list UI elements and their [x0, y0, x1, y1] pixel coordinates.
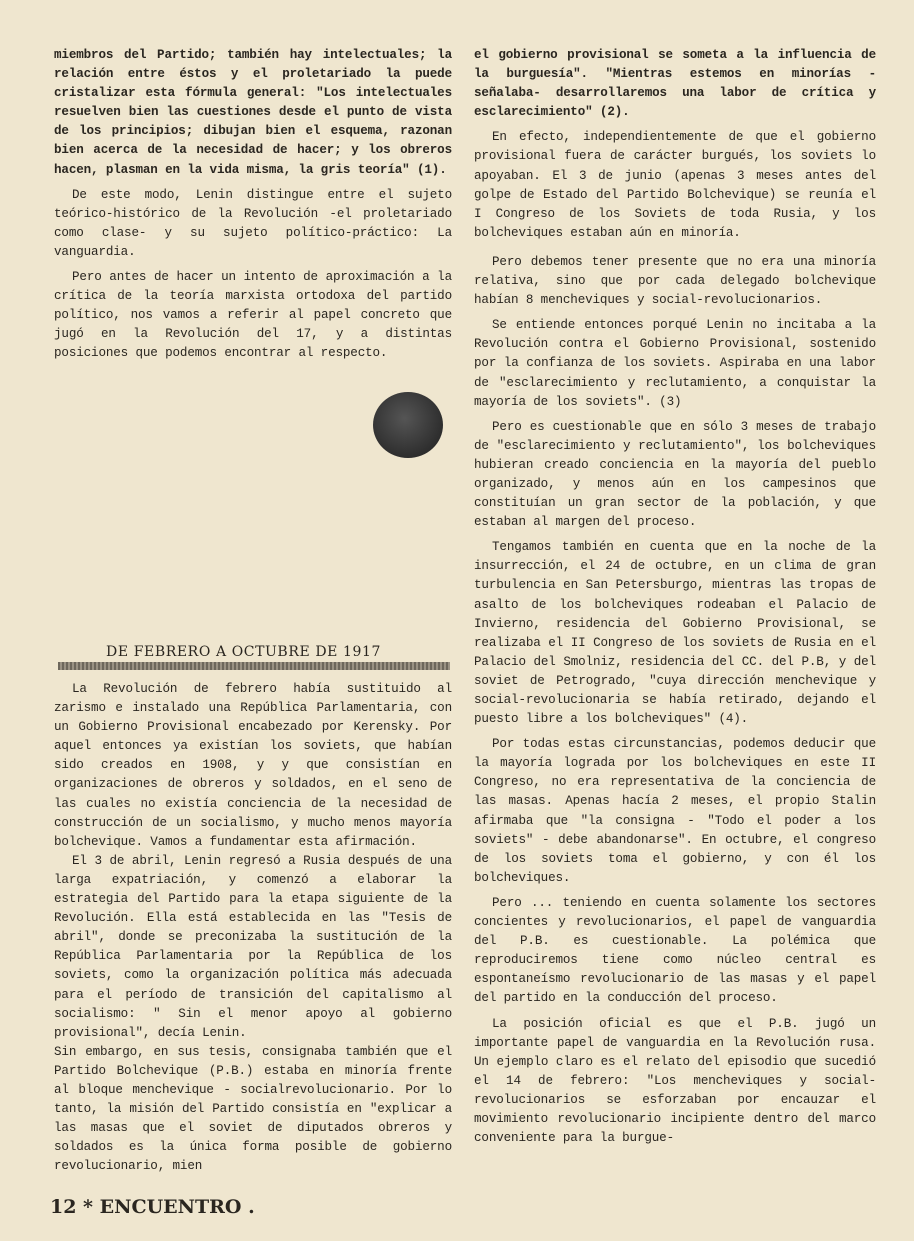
page-footer: 12 * ENCUENTRO .	[50, 1196, 255, 1218]
paragraph: Se entiende entonces porqué Lenin no incitaba a la Revolución contra el Gobierno Provisional, sostenido por la confianza de los soviets. Aspiraba en una labor de "esclarecimiento y reclutamiento, a conquistar la mayoría de los soviets". (3)	[474, 318, 876, 409]
paragraph: Por todas estas circunstancias, podemos deducir que la mayoría lograda por los bolcheviques en este II Congreso, no era representativa de la conciencia de las masas. Apenas hacía 2 meses, el propio Stalin afirmaba que "la consigna - "Todo el poder a los soviets" - debe abandonarse". En octubre, el congreso de los soviets toma el gobierno, y con él los bolcheviques.	[474, 737, 876, 885]
paragraph: La posición oficial es que el P.B. jugó un importante papel de vanguardia en la Revolución rusa. Un ejemplo claro es el relato del episodio que sucedió el 14 de febrero: "Los mencheviques y social-revolucionarios se esforzaban por encauzar el movimiento revolucionario incipiente dentro del marco conveniente para la burgue-	[474, 1016, 876, 1146]
paragraph: De este modo, Lenin distingue entre el sujeto teórico-histórico de la Revolución -el proletariado como clase- y su sujeto político-práctico: La vanguardia.	[54, 187, 452, 259]
paragraph: Pero ... teniendo en cuenta solamente los sectores concientes y revolucionarios, el papel de vanguardia del P.B. es cuestionable. La polémica que reproduciremos tiene como núcleo central es espontaneísmo revolucionario de las masas y el papel del partido en la conducción del proceso.	[474, 895, 876, 1006]
paragraph: En efecto, independientemente de que el gobierno provisional fuera de carácter burgués, los soviets lo apoyaban. El 3 de junio (apenas 3 meses antes del golpe de Estado del Partido Bolchevique) se reunía el I Congreso de los Soviets de toda Rusia, y los bolcheviques estaban aún en minoría.	[474, 130, 876, 240]
right-column	[474, 46, 876, 1154]
paragraph: El 3 de abril, Lenin regresó a Rusia después de una larga expatriación, y comenzó a elaborar la estrategia del Partido para la etapa siguiente de la Revolución. Ella está establecida en las "Tesis de abril", donde se preconizaba la sustitución de la República Parlamentaria por la República de los soviets, como la organización política más adecuada para el período de transición del capitalismo al socialismo: " Sin el menor apoyo al gobierno provisional", decía Lenin.	[54, 853, 452, 1040]
paragraph: Pero debemos tener presente que no era una minoría relativa, sino que por cada delegado bolchevique habían 8 mencheviques y social-revolucionarios.	[474, 254, 876, 308]
paragraph: Sin embargo, en sus tesis, consignaba también que el Partido Bolchevique (P.B.) estaba en minoría frente al bloque menchevique - socialrevolucionario. Por lo tanto, la misión del Partido consistía en "explicar a las masas que el soviet de diputados obreros y soldados es la única forma posible de gobierno revolucionario, mien	[54, 1044, 452, 1174]
paragraph: Tengamos también en cuenta que en la noche de la insurrección, el 24 de octubre, en un clima de gran turbulencia en San Petersburgo, mientras las tropas de asalto de los bolcheviques rodeaban el Palacio de Invierno, residencia del Gobierno Provisional, se realizaba el II Congreso de los soviets de Rusia en el Palacio del Smolniz, residencia del CC. del P.B, y del soviet de Petrogrado, "cuya dirección menchevique y social-revolucionaria se había retirado, dejando el puesto libre a los bolcheviques" (4).	[474, 540, 876, 727]
paragraph: el gobierno provisional se someta a la influencia de la burguesía". "Mientras estemos en minorías -señalaba- desarrollaremos una labor de crítica y esclarecimiento" (2).	[474, 48, 876, 120]
left-column-bottom	[54, 680, 452, 1176]
left-column-top	[54, 46, 452, 370]
section-rule	[58, 662, 450, 670]
paragraph: La Revolución de febrero había sustituido al zarismo e instalado una República Parlamentaria, con un Gobierno Provisional encabezado por Kerensky. Por aquel entonces ya existían los soviets, que habían sido creados en 1908, y y que consistían en organizaciones de obreros y soldados, en el seno de las cuales no existía conciencia de la necesidad de construcción de un socialismo, y mucho menos mayoría bolchevique. Vamos a fundamentar esta afirmación.	[54, 682, 452, 849]
paragraph: Pero es cuestionable que en sólo 3 meses de trabajo de "esclarecimiento y reclutamiento", los bolcheviques hubieran creado conciencia en la mayoría del pueblo organizado, y menos aún en los campesinos que constituían un gran sector de la población, y que estaban al margen del proceso.	[474, 419, 876, 530]
paragraph: Pero antes de hacer un intento de aproximación a la crítica de la teoría marxista ortodoxa del partido político, nos vamos a referir al papel concreto que jugó en la Revolución del 17, y a distintas posiciones que podemos encontrar al respecto.	[54, 270, 452, 361]
decorative-dot	[373, 392, 443, 458]
section-title: DE FEBRERO A OCTUBRE DE 1917	[106, 644, 382, 660]
paragraph: miembros del Partido; también hay intelectuales; la relación entre éstos y el proletariado la puede cristalizar esta fórmula general: "Los intelectuales resuelven bien las cuestiones desde el punto de vista de los principios; dibujan bien el esquema, razonan bien acerca de la necesidad de hacer; y los obreros hacen, plasman en la vida misma, la gris teoría" (1).	[54, 48, 452, 177]
